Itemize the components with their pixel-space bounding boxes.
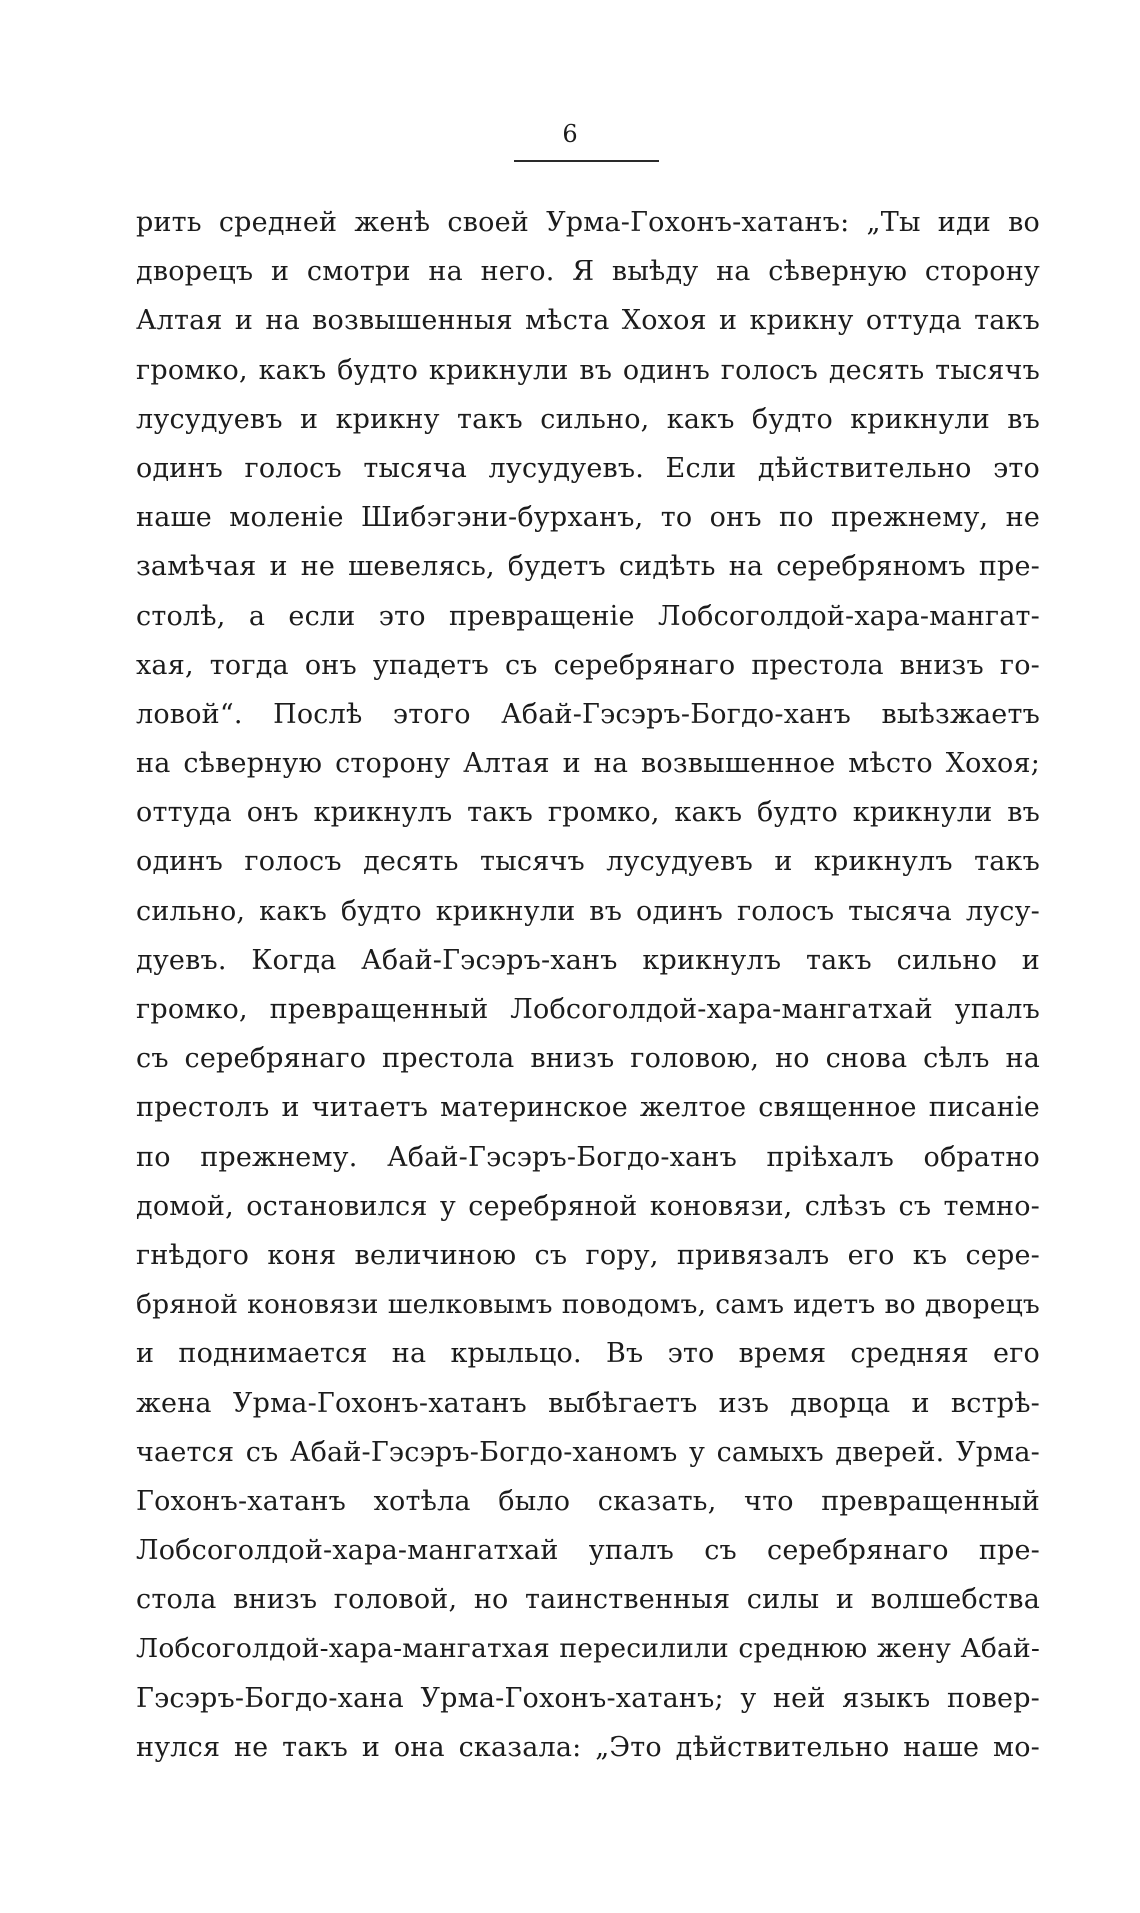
text-line: стола внизъ головой, но таинственныя силы и волшебства — [136, 1584, 1040, 1616]
text-line: жена Урма-Гохонъ-хатанъ выбѣгаетъ изъ дворца и встрѣ- — [136, 1387, 1040, 1419]
text-line: Гохонъ-хатанъ хотѣла было сказать, что превращенный — [136, 1485, 1040, 1517]
text-line: Гэсэръ-Богдо-хана Урма-Гохонъ-хатанъ; у ней языкъ повер- — [136, 1682, 1040, 1714]
text-line: на сѣверную сторону Алтая и на возвышенное мѣсто Хохоя; — [136, 748, 1040, 780]
text-line: одинъ голосъ десять тысячъ лусудуевъ и крикнулъ такъ — [136, 846, 1040, 878]
text-line: замѣчая и не шевелясь, будетъ сидѣть на серебряномъ пре- — [136, 551, 1040, 583]
text-line: рить средней женѣ своей Урма-Гохонъ-хатанъ: „Ты иди во — [136, 207, 1040, 238]
text-line: одинъ голосъ тысяча лусудуевъ. Если дѣйствительно это — [136, 452, 1040, 484]
text-line: домой, остановился у серебряной коновязи, слѣзъ съ темно- — [136, 1190, 1040, 1222]
text-line: престолъ и читаетъ материнское желтое священное писаніе — [136, 1092, 1040, 1124]
text-line: лусудуевъ и крикну такъ сильно, какъ будто крикнули въ — [136, 403, 1040, 435]
text-line: Алтая и на возвышенныя мѣста Хохоя и крикну оттуда такъ — [136, 305, 1040, 337]
text-line: по прежнему. Абай-Гэсэръ-Богдо-ханъ пріѣхалъ обратно — [136, 1141, 1040, 1173]
text-line: нулся не такъ и она сказала: „Это дѣйствительно наше мо- — [136, 1731, 1040, 1763]
text-line: и поднимается на крыльцо. Въ это время средняя его — [136, 1338, 1040, 1370]
text-line: дуевъ. Когда Абай-Гэсэръ-ханъ крикнулъ такъ сильно и — [136, 944, 1040, 976]
text-line: Лобсоголдой-хара-мангатхай упалъ съ серебрянаго пре- — [136, 1535, 1040, 1567]
text-line: столѣ, а если это превращеніе Лобсоголдой-хара-мангат- — [136, 600, 1040, 632]
text-line: чается съ Абай-Гэсэръ-Богдо-ханомъ у самыхъ дверей. Урма- — [136, 1436, 1040, 1468]
text-line: дворецъ и смотри на него. Я выѣду на сѣверную сторону — [136, 256, 1040, 288]
text-line: громко, какъ будто крикнули въ одинъ голосъ десять тысячъ — [136, 354, 1040, 386]
page-number: 6 — [562, 120, 578, 148]
body-text — [136, 198, 1040, 1772]
text-line: громко, превращенный Лобсоголдой-хара-мангатхай упалъ — [136, 994, 1040, 1025]
text-line: бряной коновязи шелковымъ поводомъ, самъ идетъ во дворецъ — [136, 1289, 1040, 1321]
text-line: наше моленіе Шибэгэни-бурханъ, то онъ по прежнему, не — [136, 502, 1040, 534]
text-line: ловой“. Послѣ этого Абай-Гэсэръ-Богдо-ханъ выѣзжаетъ — [136, 698, 1040, 730]
page-number-rule — [514, 160, 659, 162]
text-line: гнѣдого коня величиною съ гору, привязалъ его къ сере- — [136, 1239, 1040, 1271]
text-line: съ серебрянаго престола внизъ головою, но снова сѣлъ на — [136, 1043, 1040, 1075]
text-line: хая, тогда онъ упадетъ съ серебрянаго престола внизъ го- — [136, 649, 1040, 681]
text-line: сильно, какъ будто крикнули въ одинъ голосъ тысяча лусу- — [136, 895, 1040, 927]
text-line: Лобсоголдой-хара-мангатхая пересилили среднюю жену Абай- — [136, 1633, 1040, 1665]
text-line: оттуда онъ крикнулъ такъ громко, какъ будто крикнули въ — [136, 797, 1040, 829]
